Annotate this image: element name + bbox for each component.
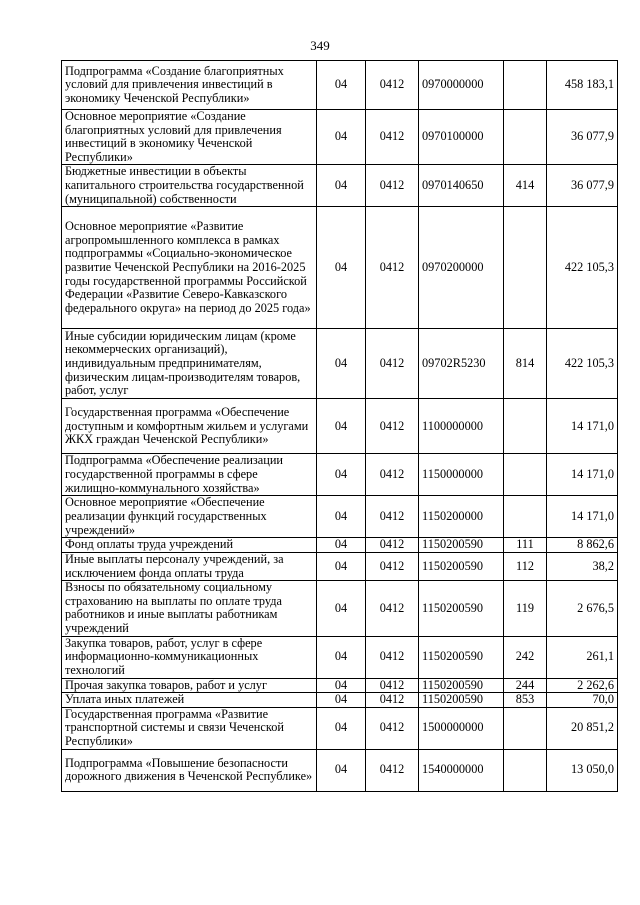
- table-row: [62, 496, 618, 538]
- row-section-cell: 04: [317, 538, 366, 553]
- row-amount-cell: 14 171,0: [547, 496, 618, 538]
- row-expense-type-cell: 112: [504, 552, 547, 580]
- table-row: [62, 749, 618, 791]
- row-expense-type-cell: [504, 454, 547, 496]
- row-subsection-cell: 0412: [366, 581, 419, 636]
- row-target-article-cell: 1150200000: [419, 496, 504, 538]
- table-row: [62, 707, 618, 749]
- table-row: [62, 581, 618, 636]
- row-amount-cell: 13 050,0: [547, 749, 618, 791]
- row-subsection-cell: 0412: [366, 678, 419, 693]
- row-subsection-cell: 0412: [366, 61, 419, 110]
- row-expense-type-cell: 242: [504, 636, 547, 678]
- row-subsection-cell: 0412: [366, 552, 419, 580]
- row-amount-cell: 14 171,0: [547, 399, 618, 454]
- table-row: [62, 61, 618, 110]
- row-expense-type-cell: [504, 399, 547, 454]
- row-subsection-cell: 0412: [366, 707, 419, 749]
- row-name-cell: Взносы по обязательному социальному страхованию на выплаты по оплате труда работников и иные выплаты работникам учреждений: [62, 581, 317, 636]
- row-subsection-cell: 0412: [366, 207, 419, 329]
- page-number: 349: [310, 38, 330, 53]
- table-row: [62, 165, 618, 207]
- row-name-cell: Иные выплаты персоналу учреждений, за исключением фонда оплаты труда: [62, 552, 317, 580]
- row-name-cell: Иные субсидии юридическим лицам (кроме некоммерческих организаций), индивидуальным предпринимателям, физическим лицам-производителям товаров, работ, услуг: [62, 329, 317, 399]
- row-section-cell: 04: [317, 749, 366, 791]
- row-subsection-cell: 0412: [366, 636, 419, 678]
- row-target-article-cell: 1150200590: [419, 678, 504, 693]
- row-section-cell: 04: [317, 707, 366, 749]
- table-row: [62, 678, 618, 693]
- row-section-cell: 04: [317, 329, 366, 399]
- row-section-cell: 04: [317, 496, 366, 538]
- row-amount-cell: 2 262,6: [547, 678, 618, 693]
- row-target-article-cell: 0970200000: [419, 207, 504, 329]
- row-name-cell: Бюджетные инвестиции в объекты капитального строительства государственной (муниципальной) собственности: [62, 165, 317, 207]
- row-target-article-cell: 1150200590: [419, 552, 504, 580]
- row-section-cell: 04: [317, 399, 366, 454]
- table-row: [62, 329, 618, 399]
- row-name-cell: Основное мероприятие «Создание благоприятных условий для привлечения инвестиций в экономику Чеченской Республики»: [62, 110, 317, 165]
- table-row: [62, 552, 618, 580]
- row-target-article-cell: 1150200590: [419, 693, 504, 708]
- row-section-cell: 04: [317, 636, 366, 678]
- row-expense-type-cell: 244: [504, 678, 547, 693]
- row-subsection-cell: 0412: [366, 496, 419, 538]
- row-expense-type-cell: 119: [504, 581, 547, 636]
- row-amount-cell: 70,0: [547, 693, 618, 708]
- row-target-article-cell: 1540000000: [419, 749, 504, 791]
- row-expense-type-cell: 814: [504, 329, 547, 399]
- row-amount-cell: 261,1: [547, 636, 618, 678]
- row-subsection-cell: 0412: [366, 165, 419, 207]
- budget-table: [61, 60, 618, 792]
- table-row: [62, 636, 618, 678]
- row-section-cell: 04: [317, 165, 366, 207]
- row-target-article-cell: 1150000000: [419, 454, 504, 496]
- row-amount-cell: 20 851,2: [547, 707, 618, 749]
- row-expense-type-cell: [504, 61, 547, 110]
- row-expense-type-cell: [504, 207, 547, 329]
- table-row: [62, 110, 618, 165]
- row-target-article-cell: 0970100000: [419, 110, 504, 165]
- row-expense-type-cell: 111: [504, 538, 547, 553]
- row-expense-type-cell: [504, 110, 547, 165]
- row-section-cell: 04: [317, 61, 366, 110]
- table-row: [62, 399, 618, 454]
- row-section-cell: 04: [317, 581, 366, 636]
- row-name-cell: Уплата иных платежей: [62, 693, 317, 708]
- row-amount-cell: 14 171,0: [547, 454, 618, 496]
- row-amount-cell: 422 105,3: [547, 329, 618, 399]
- table-row: [62, 207, 618, 329]
- row-name-cell: Прочая закупка товаров, работ и услуг: [62, 678, 317, 693]
- row-subsection-cell: 0412: [366, 693, 419, 708]
- row-name-cell: Подпрограмма «Повышение безопасности дорожного движения в Чеченской Республике»: [62, 749, 317, 791]
- row-section-cell: 04: [317, 693, 366, 708]
- row-amount-cell: 422 105,3: [547, 207, 618, 329]
- row-subsection-cell: 0412: [366, 538, 419, 553]
- row-subsection-cell: 0412: [366, 110, 419, 165]
- row-amount-cell: 8 862,6: [547, 538, 618, 553]
- row-expense-type-cell: [504, 496, 547, 538]
- row-section-cell: 04: [317, 454, 366, 496]
- row-target-article-cell: 09702R5230: [419, 329, 504, 399]
- row-target-article-cell: 0970140650: [419, 165, 504, 207]
- row-name-cell: Государственная программа «Развитие транспортной системы и связи Чеченской Республики»: [62, 707, 317, 749]
- row-name-cell: Закупка товаров, работ, услуг в сфере информационно-коммуникационных технологий: [62, 636, 317, 678]
- row-target-article-cell: 1500000000: [419, 707, 504, 749]
- table-row: [62, 538, 618, 553]
- row-subsection-cell: 0412: [366, 454, 419, 496]
- row-section-cell: 04: [317, 207, 366, 329]
- budget-table-body: [62, 61, 618, 792]
- row-section-cell: 04: [317, 678, 366, 693]
- row-subsection-cell: 0412: [366, 749, 419, 791]
- row-section-cell: 04: [317, 110, 366, 165]
- row-amount-cell: 458 183,1: [547, 61, 618, 110]
- row-subsection-cell: 0412: [366, 329, 419, 399]
- row-target-article-cell: 0970000000: [419, 61, 504, 110]
- row-amount-cell: 38,2: [547, 552, 618, 580]
- row-target-article-cell: 1150200590: [419, 581, 504, 636]
- row-target-article-cell: 1150200590: [419, 636, 504, 678]
- row-amount-cell: 36 077,9: [547, 165, 618, 207]
- row-subsection-cell: 0412: [366, 399, 419, 454]
- row-name-cell: Подпрограмма «Обеспечение реализации государственной программы в сфере жилищно-коммунального хозяйства»: [62, 454, 317, 496]
- row-expense-type-cell: 414: [504, 165, 547, 207]
- row-expense-type-cell: [504, 707, 547, 749]
- row-target-article-cell: 1100000000: [419, 399, 504, 454]
- table-row: [62, 454, 618, 496]
- row-target-article-cell: 1150200590: [419, 538, 504, 553]
- table-row: [62, 693, 618, 708]
- row-name-cell: Основное мероприятие «Развитие агропромышленного комплекса в рамках подпрограммы «Социально-экономическое развитие Чеченской Республики на 2016-2025 годы государственной программы Российской Федерации «Развитие Северо-Кавказского федерального округа» на период до 2025 года»: [62, 207, 317, 329]
- row-name-cell: Основное мероприятие «Обеспечение реализации функций государственных учреждений»: [62, 496, 317, 538]
- row-name-cell: Государственная программа «Обеспечение доступным и комфортным жильем и услугами ЖКХ граждан Чеченской Республики»: [62, 399, 317, 454]
- row-section-cell: 04: [317, 552, 366, 580]
- row-expense-type-cell: 853: [504, 693, 547, 708]
- row-expense-type-cell: [504, 749, 547, 791]
- row-amount-cell: 36 077,9: [547, 110, 618, 165]
- row-name-cell: Подпрограмма «Создание благоприятных условий для привлечения инвестиций в экономику Чеченской Республики»: [62, 61, 317, 110]
- row-amount-cell: 2 676,5: [547, 581, 618, 636]
- row-name-cell: Фонд оплаты труда учреждений: [62, 538, 317, 553]
